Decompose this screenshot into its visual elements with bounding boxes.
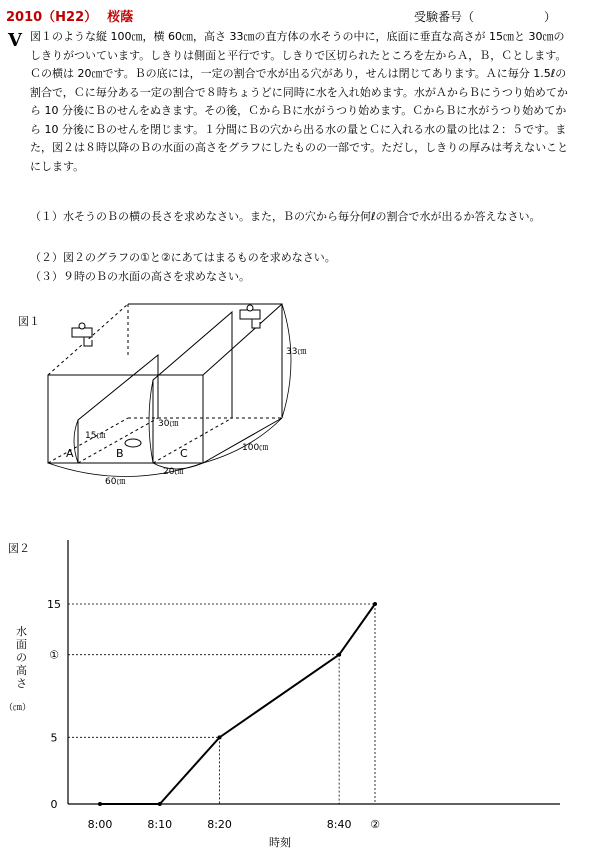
partition-15-label: 15㎝: [85, 431, 106, 441]
x-tick-label: 8:40: [326, 818, 352, 831]
partition-30-label: 30㎝: [158, 419, 179, 429]
y-tick-label: 5: [50, 731, 58, 745]
x-tick-label: ②: [370, 818, 380, 831]
data-point: [158, 802, 162, 806]
exam-number-field: [414, 8, 556, 25]
section-b-label: B: [116, 447, 124, 460]
width-60-label: 60㎝: [105, 477, 126, 487]
exam-year: 2010（H22）: [6, 10, 98, 25]
x-tick-label: 8:20: [207, 818, 232, 831]
problem-number: V: [8, 30, 22, 51]
length-100-label: 100㎝: [242, 443, 269, 453]
exam-header: [6, 6, 133, 25]
data-point: [218, 735, 222, 739]
problem-body: [30, 28, 575, 176]
y-axis-label: 水面の高さ: [16, 625, 27, 690]
section-c-label: C: [180, 447, 188, 460]
y-tick-label: 15: [47, 598, 61, 611]
series-line: [100, 604, 375, 804]
y-axis-unit: （㎝）: [4, 703, 32, 713]
question-2: （２）図２のグラフの①と②にあてはまるものを求めなさい。: [30, 251, 336, 264]
height-33-label: 33㎝: [286, 347, 307, 357]
width-20-label: 20㎝: [163, 467, 184, 477]
question-3: （３）９時のＢの水面の高さを求めなさい。: [30, 270, 250, 283]
x-tick-label: 8:00: [87, 818, 113, 831]
section-a-label: A: [66, 447, 74, 460]
data-point: [373, 602, 377, 606]
faucet-icon: [72, 323, 92, 346]
faucet-icon-right: [240, 305, 260, 328]
data-point: [337, 653, 341, 657]
x-axis-label: 時刻: [269, 836, 291, 849]
question-1: （１）水そうのＢの横の長さを求めなさい。また，Ｂの穴から毎分何ℓの割合で水が出るか答えなさい。: [30, 210, 541, 223]
figure1-tank: [0, 300, 592, 500]
x-tick-label: 8:10: [147, 818, 173, 831]
exam-number-close: ）: [544, 10, 557, 24]
problem-text: 図１のような縦 100㎝，横 60㎝，高さ 33㎝の直方体の水そうの中に，底面に垂直な高さが 15㎝と 30㎝のしきりがついています。しきりは側面と平行です。しきりで区切られたところを左からＡ，Ｂ，Ｃとします。Ｃの横は 20㎝です。Ｂの底には，一定の割合で水が出る穴があり，せんは閉じてあります。Ａに毎分 1.5ℓの割合で，Ｃに毎分ある一定の割合で８時ちょうどに同時に水を入れ始めます。水がＡからＢにうつり始めてから 10 分後にＢのせんをぬきます。その後，ＣからＢに水がうつり始めます。ＣからＢに水がうつり始めてから 10 分後にＢのせんを閉じます。１分間にＢの穴から出る水の量とＣに入れる水の量の比は２：５です。また，図２は８時以降のＢの水面の高さをグラフにしたものの一部です。ただし，しきりの厚みは考えないことにします。: [30, 30, 569, 173]
figure2-label: 図２: [8, 542, 30, 555]
y-tick-label: 0: [50, 798, 58, 811]
data-point: [98, 802, 102, 806]
exam-number-label: 受験番号（: [414, 10, 475, 24]
school-name: 桜蔭: [107, 10, 134, 25]
figure1-label: 図１: [18, 315, 40, 328]
y-tick-label: ①: [49, 648, 59, 662]
